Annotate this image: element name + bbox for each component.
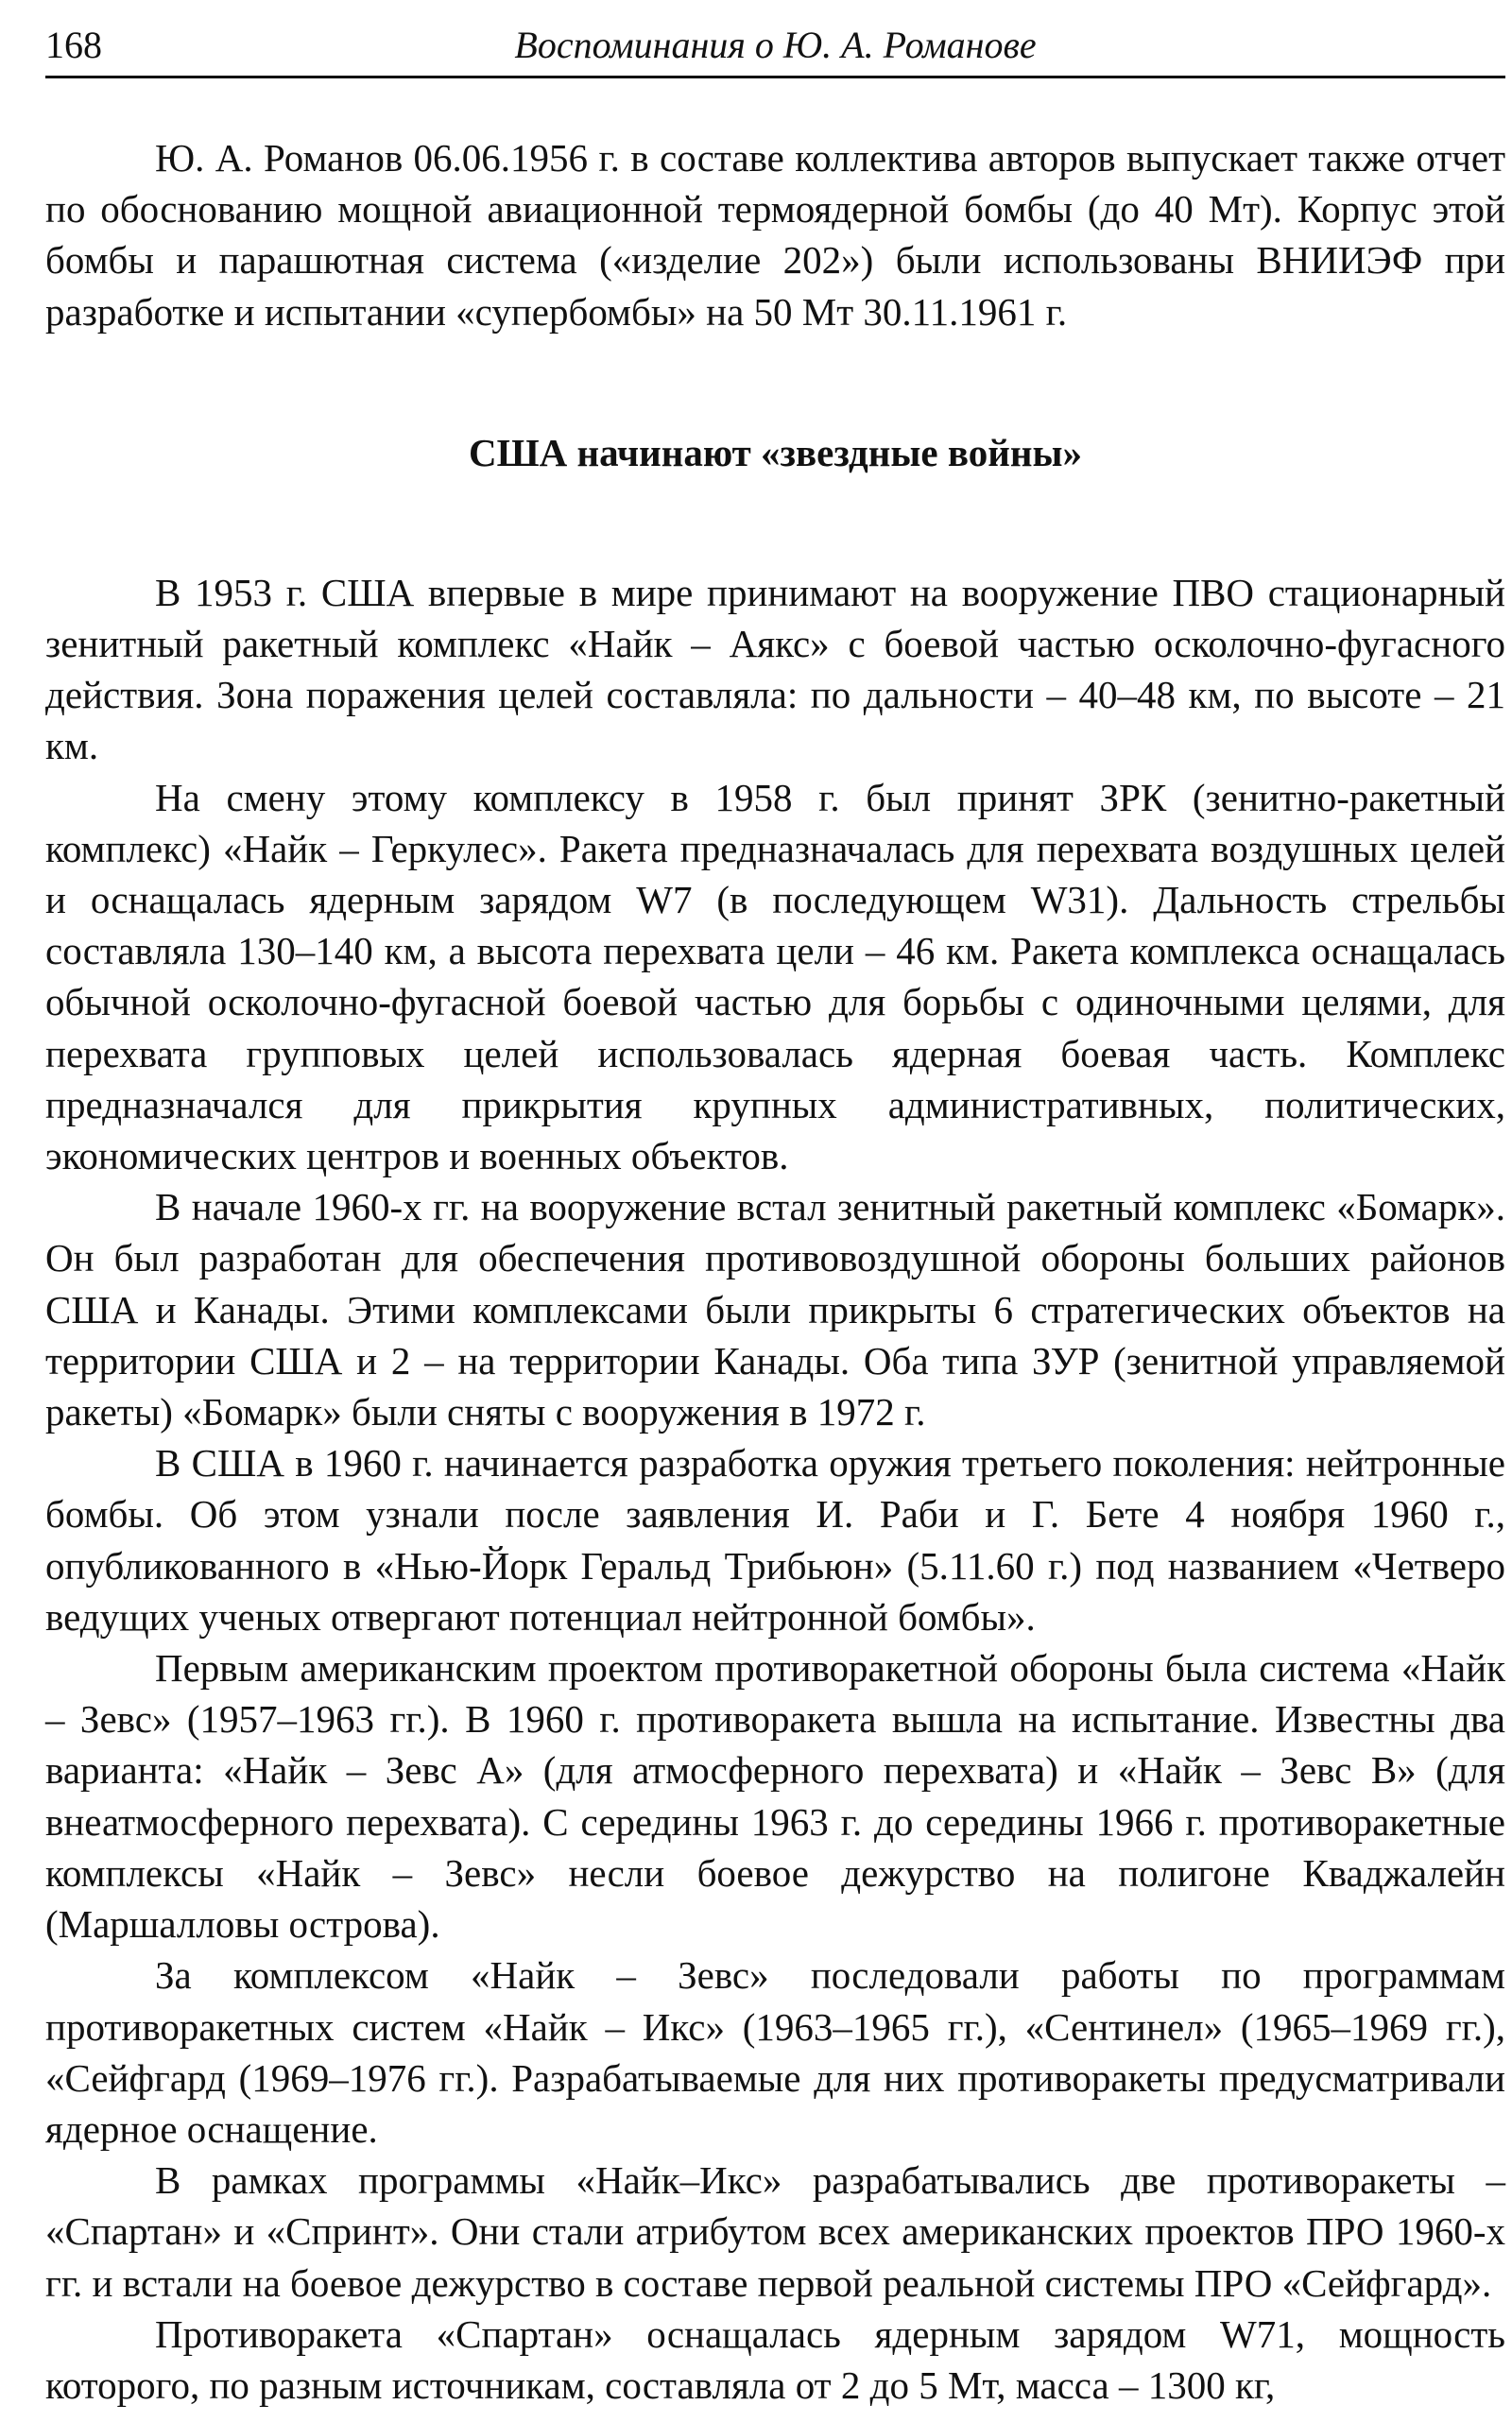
running-title: Воспоминания о Ю. А. Романове (514, 24, 1037, 66)
paragraph: Первым американским проектом противоракетной обороны была система «Найк – Зевс» (1957–1963 гг.). В 1960 г. противоракета вышла на испытание. Известны два варианта: «Найк – Зевс А» (для атмосферного перехвата) и «Найк – Зевс В» (для внеатмосферного перехвата). С середины 1963 г. до середины 1966 г. противоракетные комплексы «Найк – Зевс» несли боевое дежурство на полигоне Кваджалейн (Маршалловы острова). (45, 1646, 1505, 1947)
paragraph: В рамках программы «Найк–Икс» разрабатывались две противоракеты – «Спартан» и «Спринт». Они стали атрибутом всех американских проектов ПРО 1960-х гг. и встали на боевое дежурство в составе первой реальной системы ПРО «Сейфгард». (45, 2158, 1505, 2305)
paragraph: В США в 1960 г. начинается разработка оружия третьего поколения: нейтронные бомбы. Об этом узнали после заявления И. Раби и Г. Бете 4 ноября 1960 г., опубликованного в «Нью-Йорк Геральд Трибьюн» (5.11.60 г.) под названием «Четверо ведущих ученых отвергают потенциал нейтронной бомбы». (45, 1441, 1505, 1639)
paragraph: На смену этому комплексу в 1958 г. был принят ЗРК (зенитно-ракетный комплекс) «Найк – Геркулес». Ракета предназначалась для перехвата воздушных целей и оснащалась ядерным зарядом W7 (в последующем W31). Дальность стрельбы составляла 130–140 км, а высота перехвата цели – 46 км. Ракета комплекса оснащалась обычной осколочно-фугасной боевой частью для борьбы с одиночными целями, для перехвата групповых целей использовалась ядерная боевая часть. Комплекс предназначался для прикрытия крупных административных, политических, экономических центров и военных объектов. (45, 775, 1505, 1178)
section-heading: США начинают «звездные войны» (468, 430, 1082, 474)
body-text (45, 132, 1505, 2411)
intro-paragraph: Ю. А. Романов 06.06.1956 г. в составе коллектива авторов выпускает также отчет по обоснованию мощной авиационной термоядерной бомбы (до 40 Мт). Корпус этой бомбы и парашютная система («изделие 202») были использованы ВНИИЭФ при разработке и испытании «супербомбы» на 50 Мт 30.11.1961 г. (45, 136, 1505, 334)
book-page (45, 0, 1505, 2422)
paragraph: Противоракета «Спартан» оснащалась ядерным зарядом W71, мощность которого, по разным источникам, составляла от 2 до 5 Мт, масса – 1300 кг, (45, 2311, 1505, 2407)
paragraph: В начале 1960-х гг. на вооружение встал зенитный ракетный комплекс «Бомарк». Он был разработан для обеспечения противовоздушной обороны больших районов США и Канады. Этими комплексами были прикрыты 6 стратегических объектов на территории США и 2 – на территории Канады. Оба типа ЗУР (зенитной управляемой ракеты) «Бомарк» были сняты с вооружения в 1972 г. (45, 1185, 1505, 1434)
running-header (45, 23, 1505, 78)
paragraph: За комплексом «Найк – Зевс» последовали работы по программам противоракетных систем «Найк – Икс» (1963–1965 гг.), «Сентинел» (1965–1969 гг.), «Сейфгард (1969–1976 гг.). Разрабатываемые для них противоракеты предусматривали ядерное оснащение. (45, 1953, 1505, 2151)
page-number: 168 (45, 24, 102, 66)
paragraph: В 1953 г. США впервые в мире принимают на вооружение ПВО стационарный зенитный ракетный комплекс «Найк – Аякс» с боевой частью осколочно-фугасного действия. Зона поражения целей составляла: по дальности – 40–48 км, по высоте – 21 км. (45, 570, 1505, 768)
